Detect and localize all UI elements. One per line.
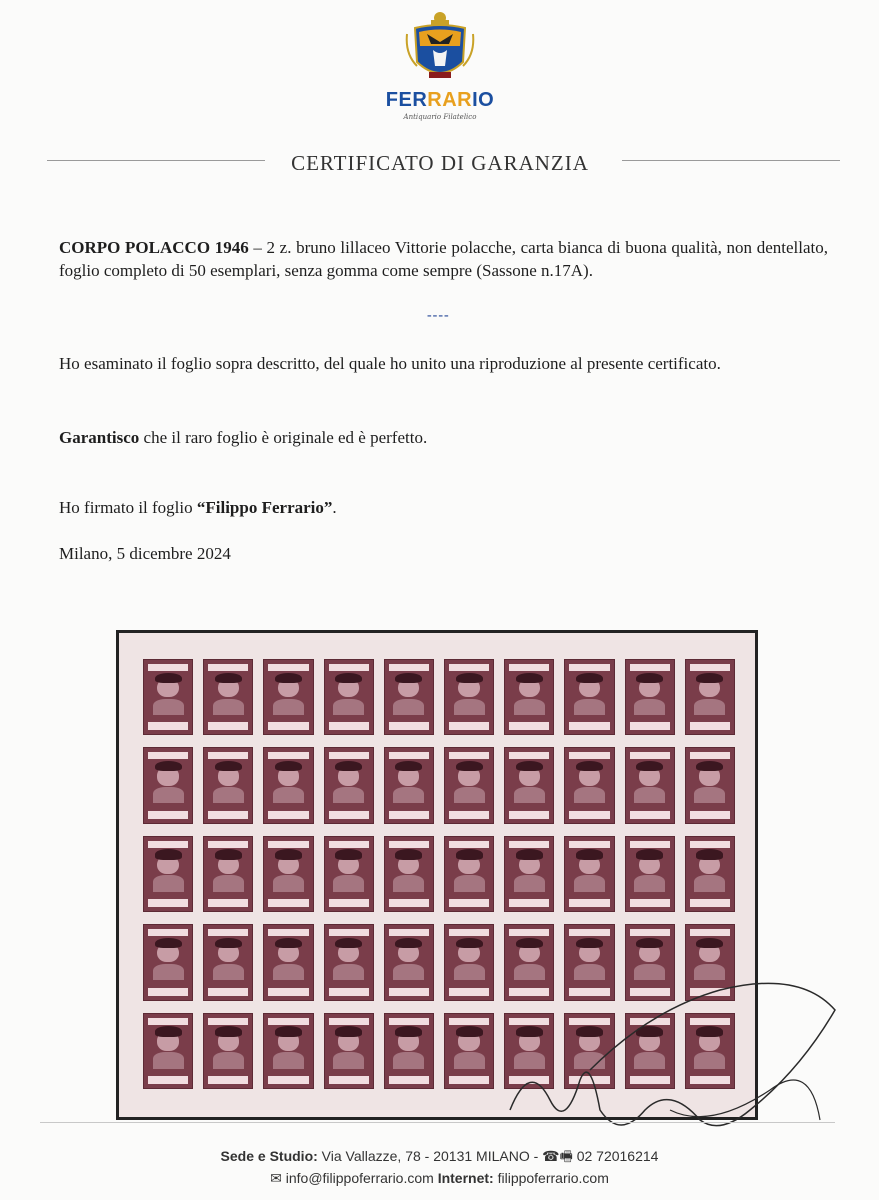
stamp-figure-body	[454, 875, 485, 891]
stamp-figure-body	[273, 787, 304, 803]
stamp-figure-beret	[335, 938, 362, 948]
stamp-figure-beret	[395, 673, 422, 683]
stamp	[203, 924, 253, 1000]
stamp	[263, 747, 313, 823]
stamp-figure-beret	[516, 849, 543, 859]
stamp	[324, 924, 374, 1000]
stamp-figure-body	[333, 699, 364, 715]
stamp-figure-beret	[696, 673, 723, 683]
stamp	[324, 1013, 374, 1089]
stamp-figure-beret	[456, 673, 483, 683]
stamp-figure-beret	[335, 849, 362, 859]
stamp-figure-beret	[456, 849, 483, 859]
stamp	[263, 1013, 313, 1089]
stamp-figure-body	[574, 875, 605, 891]
website-link[interactable]: filippoferrario.com	[493, 1170, 609, 1186]
stamp	[444, 836, 494, 912]
stamp	[504, 747, 554, 823]
stamp-figure-body	[634, 1052, 665, 1068]
stamp-figure-body	[273, 699, 304, 715]
stamp	[384, 836, 434, 912]
stamp-figure-beret	[395, 938, 422, 948]
stamp	[263, 924, 313, 1000]
stamp	[444, 747, 494, 823]
stamp-figure-body	[393, 875, 424, 891]
stamp-figure-body	[153, 787, 184, 803]
stamp-figure-body	[273, 1052, 304, 1068]
stamp-figure-body	[393, 787, 424, 803]
stamp-figure-beret	[516, 761, 543, 771]
footer-address: Sede e Studio: Via Vallazze, 78 - 20131 MILANO - ☎🖷 02 72016214	[220, 1148, 659, 1164]
stamp-figure-beret	[155, 849, 182, 859]
stamp	[143, 1013, 193, 1089]
stamp-figure-body	[393, 964, 424, 980]
stamp-figure-body	[273, 875, 304, 891]
stamp-figure-body	[694, 964, 725, 980]
stamp-figure-body	[634, 699, 665, 715]
stamp	[564, 747, 614, 823]
stamp-figure-beret	[516, 938, 543, 948]
stamp-figure-beret	[155, 761, 182, 771]
stamp-figure-beret	[696, 849, 723, 859]
stamp-figure-beret	[155, 938, 182, 948]
stamp-figure-body	[393, 699, 424, 715]
stamp	[685, 836, 735, 912]
stamp-figure-beret	[576, 938, 603, 948]
email-link[interactable]: ✉ info@filippoferrario.com	[270, 1170, 434, 1186]
stamp-figure-body	[514, 964, 545, 980]
stamp-figure-body	[574, 787, 605, 803]
stamp-figure-body	[694, 875, 725, 891]
stamp-figure-beret	[275, 673, 302, 683]
paragraph-separator: ----	[427, 308, 450, 323]
stamp-sheet-image	[116, 630, 758, 1120]
stamp	[564, 836, 614, 912]
stamp	[384, 747, 434, 823]
stamp-figure-beret	[696, 1026, 723, 1036]
stamp-figure-body	[333, 964, 364, 980]
stamp-figure-beret	[335, 761, 362, 771]
brand-name: FERRARIO	[385, 89, 495, 111]
stamp-figure-beret	[576, 761, 603, 771]
stamp-figure-body	[213, 964, 244, 980]
stamp	[625, 836, 675, 912]
stamp-figure-body	[454, 964, 485, 980]
stamp-figure-beret	[395, 761, 422, 771]
stamp-figure-body	[153, 1052, 184, 1068]
coat-of-arms-logo	[396, 10, 484, 88]
stamp-figure-body	[514, 787, 545, 803]
stamp	[203, 1013, 253, 1089]
description-paragraph: CORPO POLACCO 1946 – 2 z. bruno lillaceo Vittorie polacche, carta bianca di buona qualità, non dentellato, foglio completo di 50 esemplari, senza gomma come sempre (Sassone n.17A).	[59, 238, 828, 280]
stamp	[263, 659, 313, 735]
stamp	[685, 924, 735, 1000]
stamp-figure-body	[574, 964, 605, 980]
stamp	[143, 747, 193, 823]
stamp-figure-beret	[516, 673, 543, 683]
stamp-figure-beret	[576, 1026, 603, 1036]
stamp	[564, 659, 614, 735]
stamp-figure-beret	[215, 1026, 242, 1036]
stamp-figure-body	[393, 1052, 424, 1068]
stamp-figure-body	[634, 875, 665, 891]
stamp-figure-body	[153, 964, 184, 980]
stamp	[564, 1013, 614, 1089]
stamp	[625, 659, 675, 735]
stamp	[203, 836, 253, 912]
stamp	[625, 1013, 675, 1089]
stamp	[685, 659, 735, 735]
stamp	[504, 1013, 554, 1089]
stamp-figure-body	[333, 875, 364, 891]
stamp-figure-beret	[456, 761, 483, 771]
stamp-figure-body	[213, 875, 244, 891]
stamp	[444, 659, 494, 735]
stamp-figure-beret	[636, 938, 663, 948]
stamp-figure-beret	[456, 1026, 483, 1036]
stamp-figure-body	[574, 1052, 605, 1068]
stamp-figure-body	[634, 964, 665, 980]
stamp-grid	[143, 659, 735, 1089]
stamp-figure-body	[694, 787, 725, 803]
stamp-figure-beret	[215, 761, 242, 771]
stamp	[143, 836, 193, 912]
stamp	[324, 747, 374, 823]
stamp-figure-body	[514, 699, 545, 715]
title-divider-right	[622, 160, 840, 161]
stamp	[685, 1013, 735, 1089]
stamp-figure-body	[153, 875, 184, 891]
stamp-figure-beret	[395, 849, 422, 859]
stamp-figure-beret	[576, 673, 603, 683]
stamp	[504, 659, 554, 735]
stamp-figure-beret	[636, 1026, 663, 1036]
stamp-figure-beret	[275, 1026, 302, 1036]
stamp-figure-beret	[636, 849, 663, 859]
stamp	[444, 1013, 494, 1089]
stamp-figure-body	[514, 1052, 545, 1068]
stamp-figure-beret	[155, 673, 182, 683]
stamp	[685, 747, 735, 823]
title-divider-left	[47, 160, 265, 161]
stamp-figure-beret	[696, 761, 723, 771]
stamp-figure-body	[333, 1052, 364, 1068]
stamp-figure-body	[454, 1052, 485, 1068]
stamp-figure-body	[454, 787, 485, 803]
brand-tagline: Antiquario Filatelico	[403, 113, 477, 121]
stamp-figure-beret	[636, 673, 663, 683]
stamp-figure-beret	[395, 1026, 422, 1036]
stamp-figure-beret	[215, 673, 242, 683]
stamp-figure-body	[273, 964, 304, 980]
stamp	[324, 836, 374, 912]
stamp-figure-beret	[335, 673, 362, 683]
footer-contacts: ✉ info@filippoferrario.com Internet: filippoferrario.com	[270, 1170, 609, 1186]
stamp-figure-beret	[155, 1026, 182, 1036]
signed-paragraph: Ho firmato il foglio “Filippo Ferrario”.	[59, 498, 337, 517]
stamp	[625, 924, 675, 1000]
stamp-figure-beret	[696, 938, 723, 948]
stamp	[444, 924, 494, 1000]
examination-paragraph: Ho esaminato il foglio sopra descritto, del quale ho unito una riproduzione al presente certificato.	[59, 354, 721, 373]
stamp-figure-beret	[215, 849, 242, 859]
stamp	[504, 924, 554, 1000]
certificate-title: CERTIFICATO DI GARANZIA	[291, 151, 589, 175]
stamp-figure-beret	[275, 938, 302, 948]
stamp	[564, 924, 614, 1000]
stamp-figure-beret	[275, 849, 302, 859]
stamp-figure-body	[213, 787, 244, 803]
stamp-figure-body	[213, 699, 244, 715]
stamp	[384, 1013, 434, 1089]
stamp-figure-body	[574, 699, 605, 715]
stamp-figure-beret	[456, 938, 483, 948]
stamp-figure-body	[694, 699, 725, 715]
stamp-figure-beret	[636, 761, 663, 771]
stamp-figure-body	[153, 699, 184, 715]
stamp	[203, 659, 253, 735]
stamp-figure-body	[213, 1052, 244, 1068]
guarantee-paragraph: Garantisco che il raro foglio è originale ed è perfetto.	[59, 428, 428, 447]
stamp	[384, 924, 434, 1000]
stamp	[143, 924, 193, 1000]
stamp	[384, 659, 434, 735]
stamp-figure-beret	[275, 761, 302, 771]
footer-divider	[40, 1122, 835, 1123]
stamp	[324, 659, 374, 735]
stamp-figure-beret	[335, 1026, 362, 1036]
stamp-figure-body	[333, 787, 364, 803]
stamp-figure-body	[454, 699, 485, 715]
stamp	[625, 747, 675, 823]
stamp-figure-beret	[516, 1026, 543, 1036]
stamp	[143, 659, 193, 735]
stamp-figure-beret	[576, 849, 603, 859]
stamp	[203, 747, 253, 823]
stamp-figure-beret	[215, 938, 242, 948]
stamp-figure-body	[694, 1052, 725, 1068]
stamp	[263, 836, 313, 912]
stamp-figure-body	[634, 787, 665, 803]
stamp	[504, 836, 554, 912]
stamp-figure-body	[514, 875, 545, 891]
date-location: Milano, 5 dicembre 2024	[59, 544, 231, 563]
